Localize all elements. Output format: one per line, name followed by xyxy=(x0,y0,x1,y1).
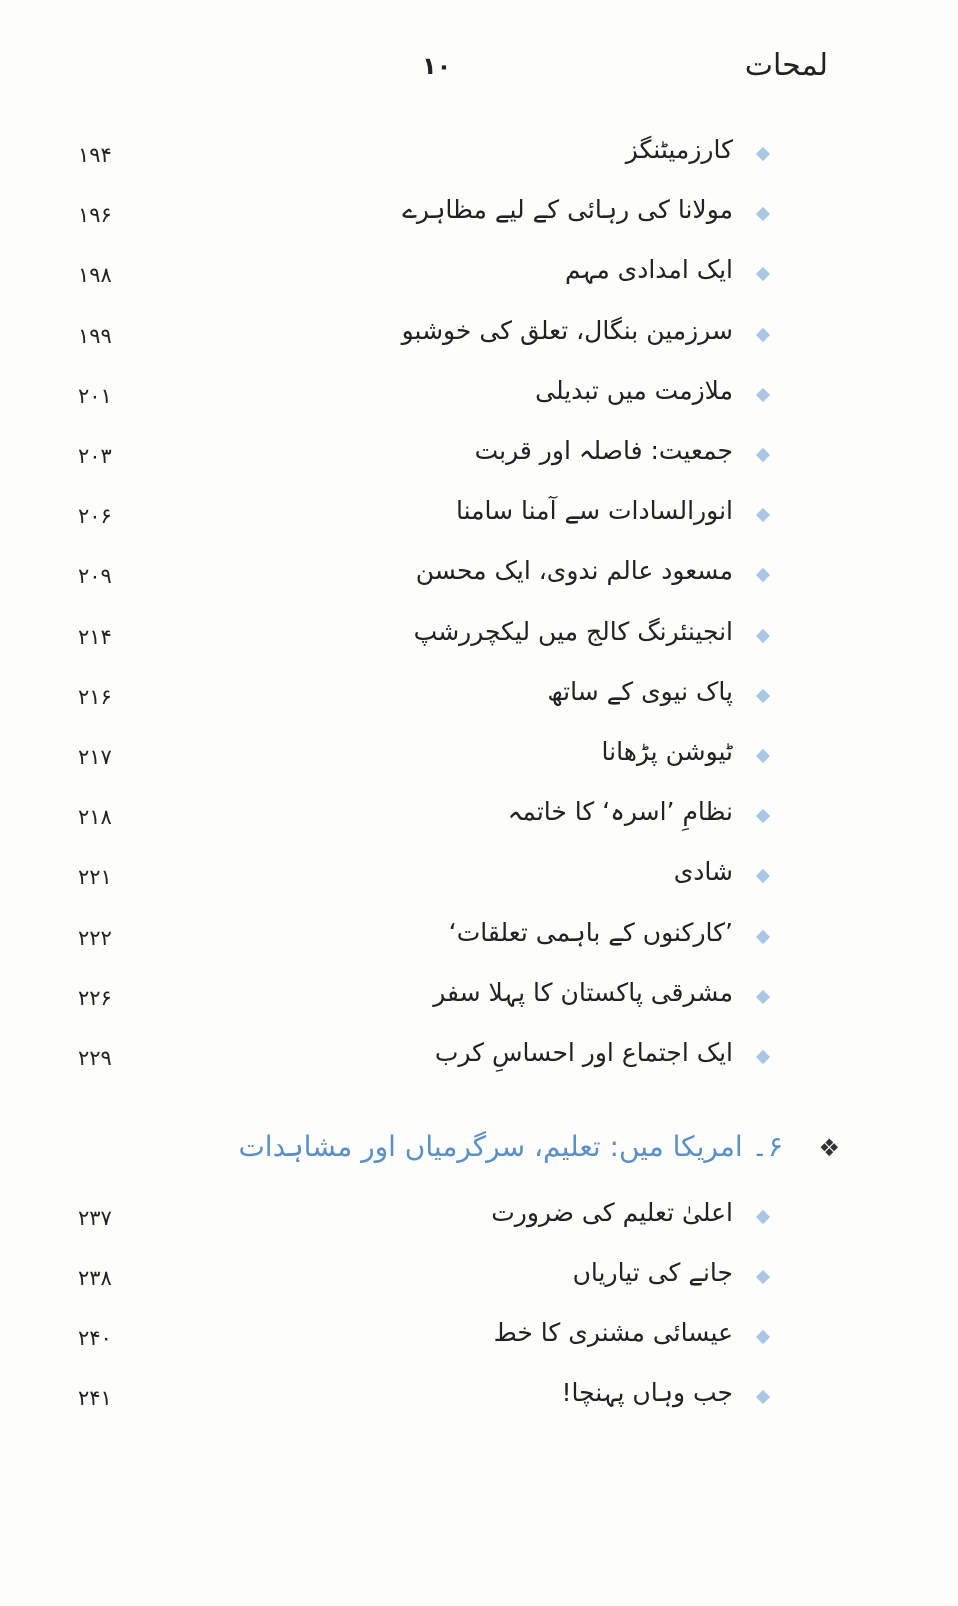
toc-entry-title: انجینئرنگ کالج میں لیکچررشپ xyxy=(413,616,733,646)
diamond-bullet-icon xyxy=(756,1210,770,1224)
toc-entry[interactable] xyxy=(0,255,958,305)
toc-entry-title: پاک نیوی کے ساتھ xyxy=(547,676,733,706)
toc-entry[interactable] xyxy=(0,1258,958,1308)
toc-entry-title: جانے کی تیاریاں xyxy=(572,1258,733,1287)
page-number: ۱۰ xyxy=(422,52,452,80)
toc-entry[interactable] xyxy=(0,195,958,245)
toc-entry[interactable] xyxy=(0,1378,958,1428)
running-title: لمحات xyxy=(744,48,828,83)
toc-entry[interactable] xyxy=(0,857,958,907)
toc-entry-title: عیسائی مشنری کا خط xyxy=(493,1318,733,1347)
section-heading xyxy=(0,1130,958,1180)
toc-entry[interactable] xyxy=(0,436,958,486)
toc-entry[interactable] xyxy=(0,737,958,787)
toc-entry-title: نظامِ ’اسرہ‘ کا خاتمہ xyxy=(507,797,733,827)
diamond-bullet-icon xyxy=(756,267,770,281)
diamond-bullet-icon xyxy=(756,749,770,763)
toc-entry-title: مشرقی پاکستان کا پہلا سفر xyxy=(433,977,733,1007)
toc-entry-page: ۲۲۹ xyxy=(78,1046,112,1070)
toc-entry-page: ۲۲۶ xyxy=(78,985,112,1010)
diamond-bullet-icon xyxy=(756,689,770,703)
toc-entry-page: ۲۰۱ xyxy=(78,383,112,408)
toc-entry-title: ملازمت میں تبدیلی xyxy=(535,375,733,405)
section-ornament-icon: ❖ xyxy=(818,1134,840,1162)
toc-entry[interactable] xyxy=(0,797,958,847)
diamond-bullet-icon xyxy=(756,1390,770,1404)
toc-entry-title: جمعیت: فاصلہ اور قربت xyxy=(474,436,733,465)
toc-entry[interactable] xyxy=(0,135,958,185)
toc-entry-title: ’کارکنوں کے باہمی تعلقات‘ xyxy=(448,917,733,947)
toc-entry[interactable] xyxy=(0,1198,958,1248)
toc-entry[interactable] xyxy=(0,617,958,667)
toc-entry-page: ۲۱۸ xyxy=(78,805,112,830)
toc-entry[interactable] xyxy=(0,1318,958,1368)
toc-entry[interactable] xyxy=(0,496,958,546)
diamond-bullet-icon xyxy=(756,207,770,221)
toc-entry-title: انورالسادات سے آمنا سامنا xyxy=(455,496,733,526)
diamond-bullet-icon xyxy=(756,869,770,883)
diamond-bullet-icon xyxy=(756,1330,770,1344)
diamond-bullet-icon xyxy=(756,809,770,823)
diamond-bullet-icon xyxy=(756,1050,770,1064)
toc-entry[interactable] xyxy=(0,918,958,968)
toc-entry-page: ۲۱۴ xyxy=(78,624,112,649)
toc-entry-page: ۲۱۶ xyxy=(78,684,112,709)
toc-entry-title: سرزمین بنگال، تعلق کی خوشبو xyxy=(401,315,733,345)
toc-entry[interactable] xyxy=(0,677,958,727)
toc-entry[interactable] xyxy=(0,316,958,366)
diamond-bullet-icon xyxy=(756,568,770,582)
toc-entry-title: ٹیوشن پڑھانا xyxy=(601,737,733,766)
toc-entry-title: ایک اجتماع اور احساسِ کرب xyxy=(434,1038,733,1067)
toc-entry-page: ۲۳۷ xyxy=(78,1206,112,1230)
toc-entry-page: ۲۰۳ xyxy=(78,444,112,468)
toc-entry[interactable] xyxy=(0,556,958,606)
toc-entry-title: جب وہاں پہنچا! xyxy=(561,1378,733,1407)
toc-entry[interactable] xyxy=(0,376,958,426)
toc-entry-page: ۲۰۹ xyxy=(78,564,112,589)
section-title: ۶۔ امریکا میں: تعلیم، سرگرمیاں اور مشاہدات xyxy=(238,1130,783,1163)
toc-entry-title: مسعود عالم ندوی، ایک محسن xyxy=(415,556,733,586)
diamond-bullet-icon xyxy=(756,990,770,1004)
diamond-bullet-icon xyxy=(756,328,770,342)
toc-entry-title: شادی xyxy=(673,857,733,887)
toc-entry-title: کارزمیٹنگز xyxy=(625,135,733,164)
diamond-bullet-icon xyxy=(756,629,770,643)
toc-entry-page: ۱۹۹ xyxy=(78,323,112,348)
diamond-bullet-icon xyxy=(756,1270,770,1284)
toc-entry-page: ۲۴۱ xyxy=(78,1386,112,1410)
toc-entry-page: ۱۹۴ xyxy=(78,143,112,167)
toc-entry-page: ۲۴۰ xyxy=(78,1326,112,1350)
toc-entry-page: ۲۲۲ xyxy=(78,925,112,950)
toc-entry-page: ۲۱۷ xyxy=(78,745,112,769)
toc-entry-title: اعلیٰ تعلیم کی ضرورت xyxy=(491,1198,733,1227)
toc-entry-page: ۱۹۸ xyxy=(78,263,112,288)
diamond-bullet-icon xyxy=(756,147,770,161)
diamond-bullet-icon xyxy=(756,930,770,944)
diamond-bullet-icon xyxy=(756,388,770,402)
toc-entry-page: ۲۲۱ xyxy=(78,865,112,890)
toc-entry-page: ۲۳۸ xyxy=(78,1266,112,1290)
toc-entry[interactable] xyxy=(0,978,958,1028)
toc-entry-page: ۲۰۶ xyxy=(78,504,112,529)
diamond-bullet-icon xyxy=(756,448,770,462)
toc-entry-title: ایک امدادی مہم xyxy=(565,255,733,285)
toc-entry-page: ۱۹۶ xyxy=(78,203,112,228)
diamond-bullet-icon xyxy=(756,508,770,522)
toc-entry[interactable] xyxy=(0,1038,958,1088)
toc-entry-title: مولانا کی رہائی کے لیے مظاہرے xyxy=(402,195,733,225)
